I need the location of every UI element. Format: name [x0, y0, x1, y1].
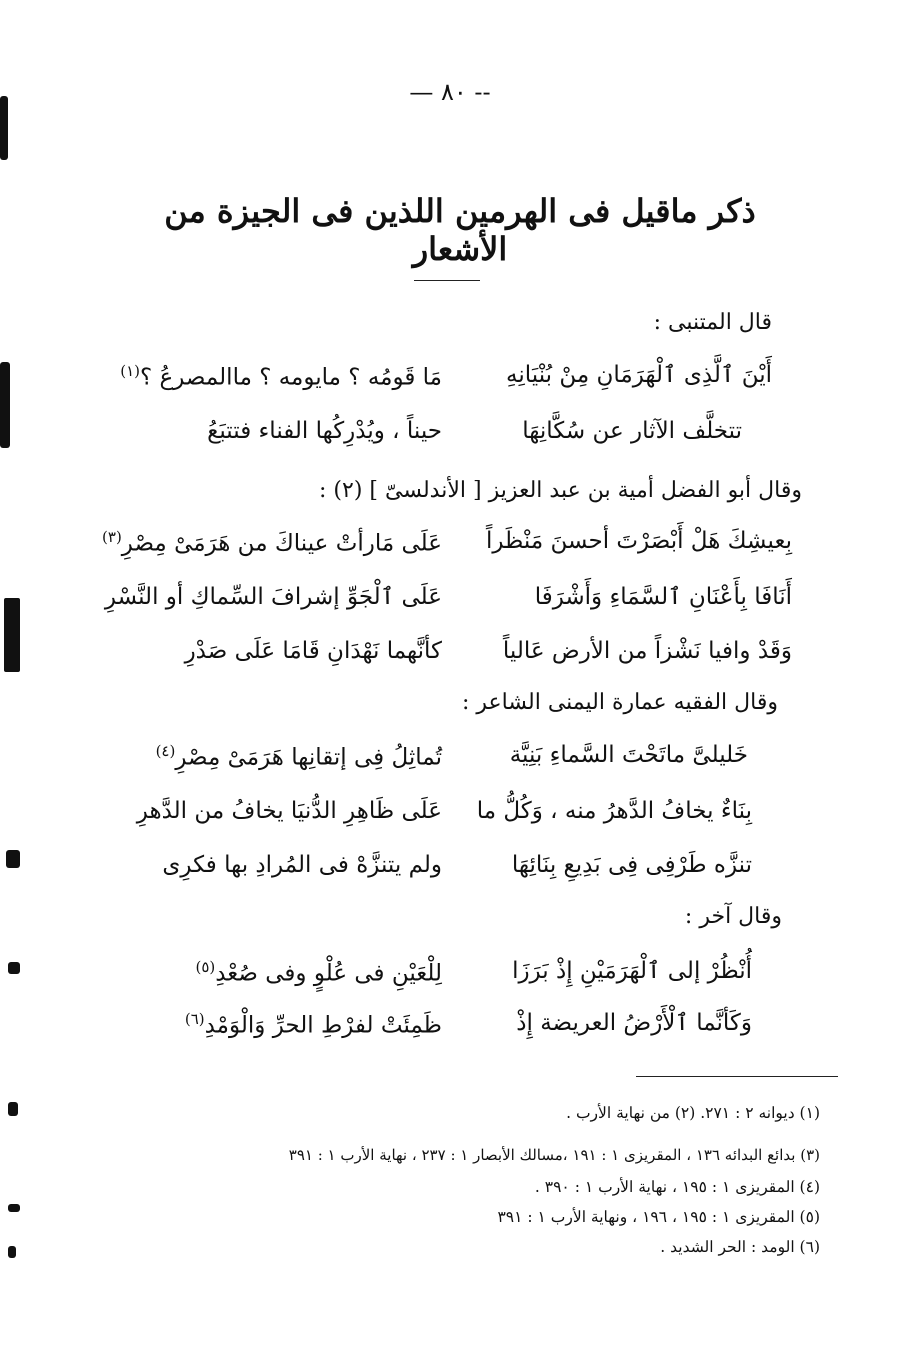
- verse-first-hemistich: تنزَّه طَرْفِى فِى بَدِيعِ بِنَائِهَا: [511, 852, 752, 878]
- verse-first-hemistich: أَنَافَا بِأَعْنَانِ ٱلسَّمَاءِ وَأَشْرَفَا: [534, 584, 792, 610]
- section-intro: وقال الفقيه عمارة اليمنى الشاعر :: [462, 690, 778, 715]
- footnote-marker: (١): [120, 362, 140, 380]
- hemistich-text: ظَمِئَتْ لفرْطِ الحرِّ وَالْوَمْدِ: [204, 1012, 442, 1039]
- verse-second-hemistich: كأنَّهما نَهْدَانِ قَامَا عَلَى صَدْرِ: [184, 638, 442, 664]
- section-intro: قال المتنبى :: [653, 310, 772, 335]
- verse-second-hemistich: [195, 958, 442, 987]
- scan-mark: [6, 850, 20, 868]
- page-number: -- ٨٠ —: [409, 78, 491, 106]
- footnote: (٦) الومد : الحر الشديد .: [660, 1238, 820, 1256]
- footnote-marker: (٦): [184, 1010, 205, 1028]
- verse-second-hemistich: ولم يتنزَّهْ فى المُرادِ بها فكرِى: [162, 852, 442, 878]
- scan-mark: [0, 96, 8, 160]
- verse-second-hemistich: [102, 528, 442, 557]
- footnote: (٤) المقريزى ١ : ١٩٥ ، نهاية الأرب ١ : ٣٩٠ .: [534, 1178, 820, 1196]
- verse-second-hemistich: [120, 362, 442, 391]
- verse-first-hemistich: وَقَدْ وافيا نَشْزاً من الأرض عَالياً: [502, 638, 792, 664]
- hemistich-text: عَلَى مَارأتْ عيناكَ من هَرَمَىْ مِصْرِ: [121, 530, 442, 557]
- scan-mark: [4, 598, 20, 672]
- verse-first-hemistich: أُنْظُرْ إلى ٱلْهَرَمَيْنِ إِذْ بَرَزَا: [512, 958, 752, 984]
- footnote-marker: (٥): [195, 958, 216, 976]
- scan-mark: [8, 1102, 18, 1116]
- title-divider: [414, 280, 480, 281]
- scan-mark: [8, 1246, 16, 1258]
- footnote: (٣) بدائع البدائه ١٣٦ ، المقريزى ١ : ١٩١ ،مسالك الأبصار ١ : ٢٣٧ ، نهاية الأرب ١ : ٣٩١: [288, 1146, 820, 1164]
- verse-first-hemistich: تتخلَّف الآثار عن سُكَّانِهَا: [522, 418, 742, 444]
- verse-first-hemistich: بِنَاءٌ يخافُ الدَّهرُ منه ، وَكُلُّ ما: [476, 798, 752, 824]
- hemistich-text: تُماثِلُ فِى إتقانِها هَرَمَىْ مِصْرِ: [175, 744, 442, 771]
- chapter-title: ذكر ماقيل فى الهرمين اللذين فى الجيزة من الأشعار: [164, 192, 756, 268]
- section-intro: وقال آخر :: [684, 904, 782, 929]
- footnote-marker: (٤): [155, 742, 176, 760]
- hemistich-text: لِلْعَيْنِ فى عُلْوٍ وفى صُعْدِ: [215, 960, 442, 987]
- footnote-marker: (٣): [102, 528, 122, 546]
- verse-second-hemistich: [185, 1010, 442, 1039]
- verse-first-hemistich: خَليلىَّ ماتَحْتَ السَّماءِ بَنِيَّة: [509, 742, 748, 768]
- verse-second-hemistich: حيناً ، ويُدْرِكُها الفناء فتتبَعُ: [207, 418, 442, 444]
- verse-first-hemistich: بِعيشِكَ هَلْ أَبْصَرْتَ أحسنَ مَنْظَراً: [485, 528, 792, 554]
- verse-second-hemistich: عَلَى ظَاهِرِ الدُّنيَا يخافُ من الدَّهرِ: [136, 798, 442, 824]
- footnote: (١) ديوانه ٢ : ٢٧١. (٢) من نهاية الأرب .: [566, 1104, 820, 1122]
- section-intro: وقال أبو الفضل أمية بن عبد العزيز [ الأندلسىّ ] (٢) :: [319, 478, 802, 503]
- footnote: (٥) المقريزى ١ : ١٩٥ ، ١٩٦ ، ونهاية الأرب ١ : ٣٩١: [497, 1208, 820, 1226]
- verse-second-hemistich: عَلَى ٱلْجَوِّ إشرافَ السِّماكِ أو النَّسْرِ: [104, 584, 442, 610]
- footnote-divider: [636, 1076, 838, 1077]
- verse-second-hemistich: [156, 742, 442, 771]
- scan-mark: [8, 1204, 20, 1212]
- verse-first-hemistich: وَكَأنَّما ٱلْأَرْضُ العريضة إِذْ: [516, 1010, 752, 1036]
- scan-mark: [0, 362, 10, 448]
- verse-first-hemistich: أَيْنَ ٱلَّذِى ٱلْهَرَمَانِ مِنْ بُنْيَانِهِ: [506, 362, 772, 388]
- hemistich-text: مَا قَومُه ؟ مايومه ؟ ماالمصرعُ ؟: [140, 364, 442, 391]
- scan-mark: [8, 962, 20, 974]
